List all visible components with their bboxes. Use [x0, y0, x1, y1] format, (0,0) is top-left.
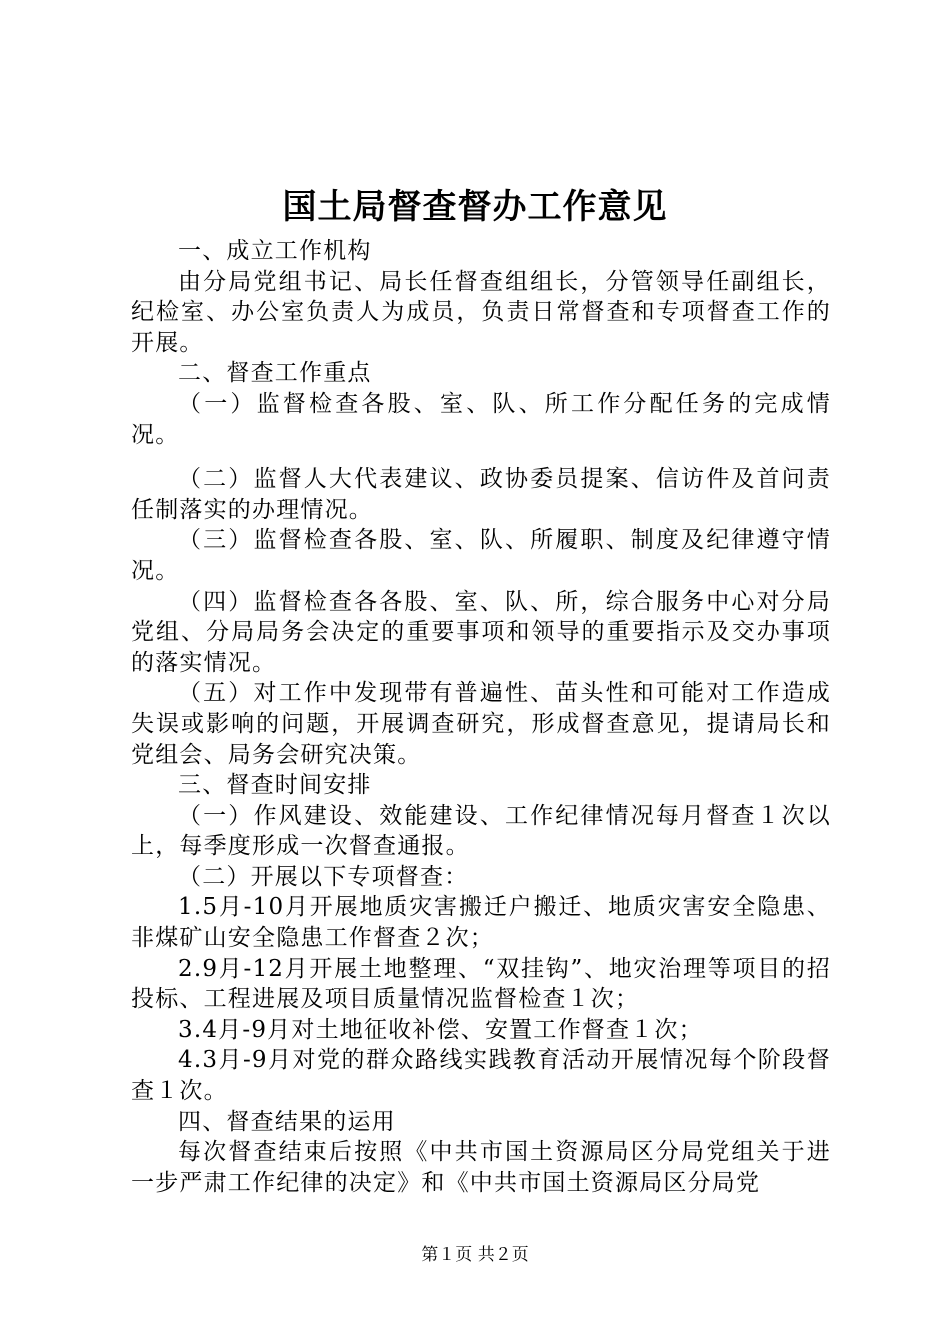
body-paragraph: 由分局党组书记、局长任督查组组长，分管领导任副组长，纪检室、办公室负责人为成员，负责日常督查和专项督查工作的开展。 — [131, 268, 831, 356]
list-item: 2.9月-12月开展土地整理、“双挂钩”、地灾治理等项目的招投标、工程进展及项目质量情况监督检查１次； — [131, 955, 831, 1013]
body-paragraph: （二）监督人大代表建议、政协委员提案、信访件及首问责任制落实的办理情况。 — [131, 466, 831, 523]
body-paragraph: （三）监督检查各股、室、队、所履职、制度及纪律遵守情况。 — [131, 527, 831, 584]
list-item: 4.3月-9月对党的群众路线实践教育活动开展情况每个阶段督查１次。 — [131, 1047, 831, 1105]
body-paragraph: （一）作风建设、效能建设、工作纪律情况每月督查１次以上，每季度形成一次督查通报。 — [131, 802, 831, 860]
body-paragraph: （四）监督检查各各股、室、队、所，综合服务中心对分局党组、分局局务会决定的重要事项和领导的重要指示及交办事项的落实情况。 — [131, 588, 831, 676]
body-paragraph: （五）对工作中发现带有普遍性、苗头性和可能对工作造成失误或影响的问题，开展调查研究，形成督查意见，提请局长和党组会、局务会研究决策。 — [131, 680, 831, 768]
body-paragraph: （二）开展以下专项督查： — [178, 863, 469, 890]
body-paragraph: 每次督查结束后按照《中共市国土资源局区分局党组关于进一步严肃工作纪律的决定》和《中共市国土资源局区分局党 — [131, 1139, 831, 1196]
page-title: 国土局督查督办工作意见 — [282, 187, 668, 227]
section-heading: 四、督查结果的运用 — [178, 1108, 396, 1135]
section-heading: 二、督查工作重点 — [178, 360, 372, 387]
body-paragraph: （一）监督检查各股、室、队、所工作分配任务的完成情况。 — [131, 390, 831, 448]
list-item: 3.4月-9月对土地征收补偿、安置工作督查１次； — [178, 1016, 703, 1043]
document-body — [131, 236, 831, 1198]
list-item: 1.5月-10月开展地质灾害搬迁户搬迁、地质灾害安全隐患、非煤矿山安全隐患工作督查２次； — [131, 894, 831, 952]
page-footer: 第１页 共２页 — [421, 1245, 529, 1265]
section-heading: 一、成立工作机构 — [178, 238, 372, 264]
section-heading: 三、督查时间安排 — [178, 772, 372, 799]
